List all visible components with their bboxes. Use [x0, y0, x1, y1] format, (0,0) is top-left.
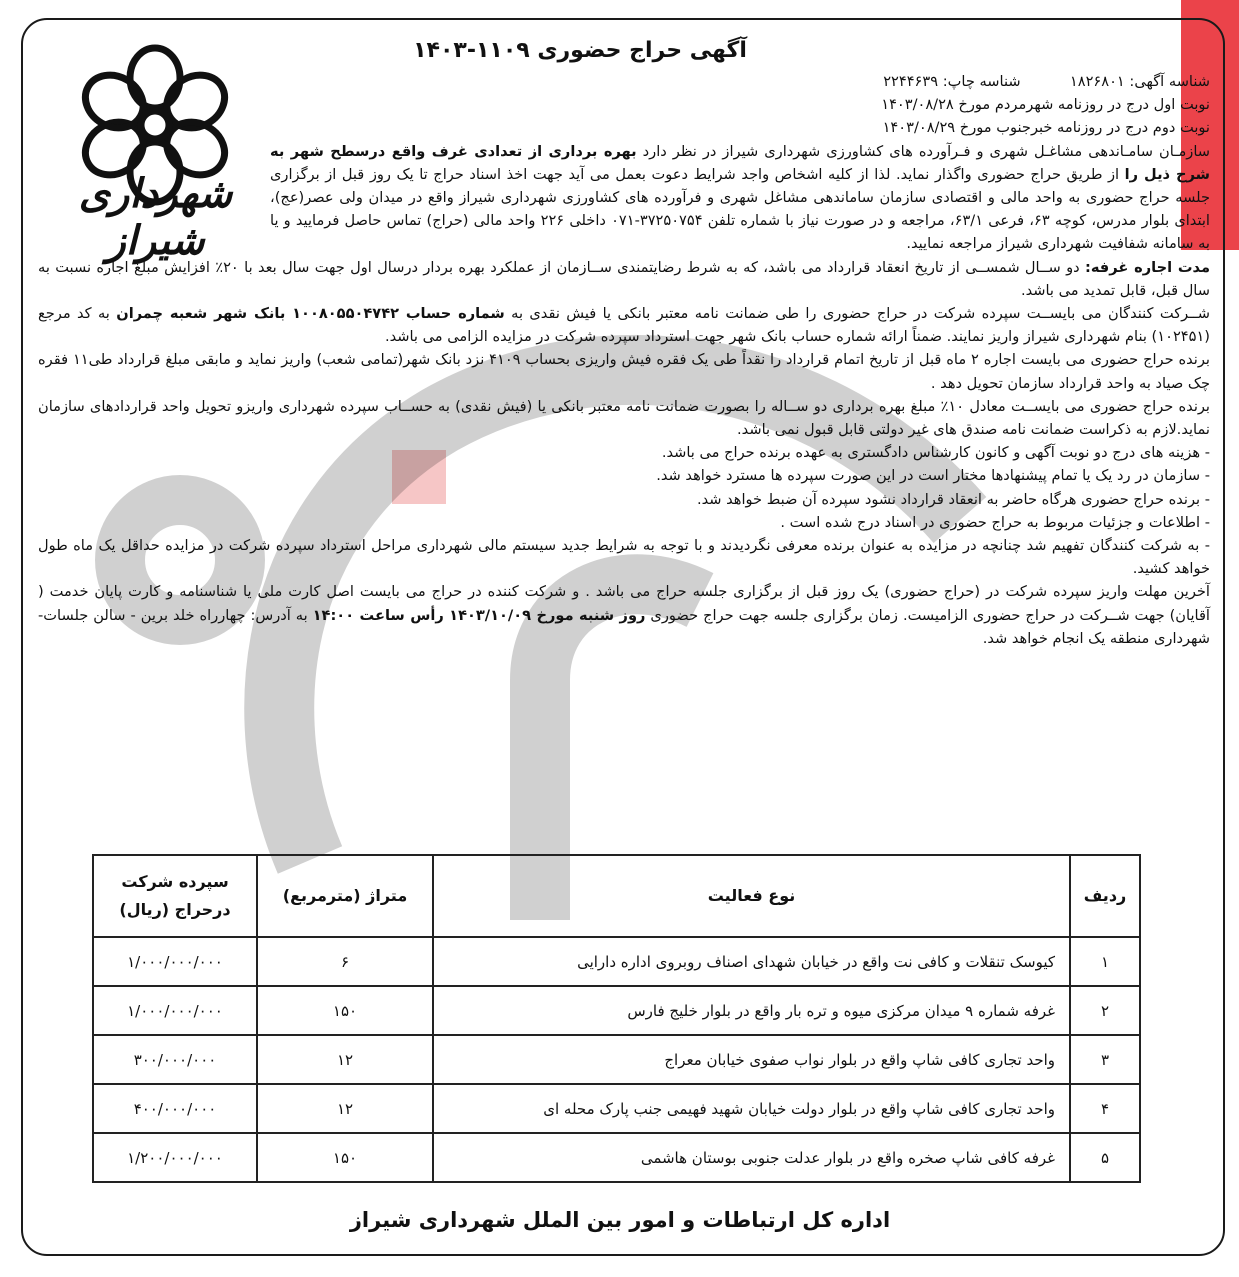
cell-area: ۱۲ — [257, 1035, 433, 1084]
table-row — [93, 1084, 1140, 1133]
winner-rent-paragraph: برنده حراج حضوری می بایست اجاره ۲ ماه قبل از تاریخ اتمام قرارداد را نقداً طی یک فقره فیش واریزی بحساب ۴۱۰۹ نزد بانک شهر(تمامی شعب) واریز نماید و مابقی مبلغ قرارداد طی۱۱ فقره چک صیاد به واحد قرارداد سازمان تحویل دهد . — [38, 351, 1210, 392]
page-title: آگهی حراج حضوری ۱۱۰۹-۱۴۰۳ — [413, 38, 747, 63]
cell-row: ۵ — [1070, 1133, 1140, 1182]
header-deposit-label: سپرده شرکت درحراج (ریال) — [119, 872, 231, 919]
cell-deposit: ۱/۰۰۰/۰۰۰/۰۰۰ — [93, 937, 257, 986]
intro-text-1: سازمـان سامـاندهی مشاغـل شهری و فـرآورده های کشاورزی شهرداری شیراز در نظر دارد — [636, 142, 1210, 160]
bullet-item: - سازمان در رد یک یا تمام پیشنهادها مختار است در این صورت سپرده ها مسترد خواهد شد. — [656, 467, 1210, 485]
first-insert: نوبت اول درج در روزنامه شهرمردم مورخ ۱۴۰۳/۰۸/۲۸ — [881, 96, 1210, 114]
print-id: شناسه چاپ: ۲۲۴۴۶۳۹ — [883, 73, 1021, 90]
bullet-item: - اطلاعات و جزئیات مربوط به حراج حضوری در اسناد درج شده است . — [780, 513, 1210, 531]
cell-row: ۲ — [1070, 986, 1140, 1035]
lease-paragraph — [38, 256, 1210, 302]
lease-label: مدت اجاره غرفه: — [1085, 258, 1211, 276]
header-row-number: ردیف — [1070, 855, 1140, 937]
table-header-row — [93, 855, 1140, 937]
cell-row: ۴ — [1070, 1084, 1140, 1133]
table-row — [93, 1035, 1140, 1084]
cell-area: ۱۵۰ — [257, 1133, 433, 1182]
cell-area: ۱۲ — [257, 1084, 433, 1133]
advertisement-body — [38, 70, 1210, 650]
winner-guarantee-paragraph: برنده حراج حضوری می بایســت معادل ۱۰٪ مبلغ بهره برداری دو ســاله را بصورت ضمانت نامه معتبر بانکی یا (فیش نقدی) به حســاب سپرده شهرداری واریزو تحویل واحد قراردادهای سازمان نماید.لازم به ذکراست ضمانت نامه صندق های غیر دولتی قابل قبول نمی باشد. — [38, 397, 1210, 439]
cell-row: ۱ — [1070, 937, 1140, 986]
header-deposit — [93, 855, 257, 937]
table-row — [93, 1133, 1140, 1182]
bullet-item: - برنده حراج حضوری هرگاه حاضر به انعقاد قرارداد نشود سپرده آن ضبط خواهد شد. — [696, 490, 1210, 508]
header-activity: نوع فعالیت — [433, 855, 1070, 937]
lease-text: دو ســال شمســی از تاریخ انعقاد قرارداد می باشد، که به شرط رضایتمندی ســازمان از عملکرد بهره بردار درسال اول جهت سال بعد با ۲۰٪ افزایش مبلغ اجاره نسبت به سال قبل، قابل تمدید می باشد. — [38, 258, 1210, 299]
ad-id: شناسه آگهی: ۱۸۲۶۸۰۱ — [1069, 73, 1210, 90]
table-row — [93, 986, 1140, 1035]
deposit-text-2: به کد مرجع (۱۰۲۴۵۱) بنام شهرداری شیراز واریز نمایند. ضمناً ارائه شماره حساب بانک شهر جهت استرداد سپرده شرکت در مزایده الزامی می باشد. — [38, 305, 1210, 346]
header-area: متراژ (مترمربع) — [257, 855, 433, 937]
footer-signature: اداره کل ارتباطات و امور بین الملل شهرداری شیراز — [349, 1208, 891, 1232]
table-row — [93, 937, 1140, 986]
deadline-text-1: آخرین مهلت واریز سپرده شرکت در (حراج حضوری) یک روز قبل از برگزاری جلسه حراج می باشد . و شرکت کننده در حراج می بایست اصل کارت ملی یا شناسنامه و کارت پایان خدمت ( آقایان) جهت شــرکت در حراج حضوری الزامیست. زمان برگزاری جلسه جهت حراج حضوری — [38, 583, 1210, 624]
deadline-text-2: به آدرس: چهارراه خلد برین - سالن جلسات- شهرداری منطقه یک انجام خواهد شد. — [38, 606, 1210, 647]
deposit-text-1: شــرکت کنندگان می بایســت سپرده شرکت در حراج حضوری را طی ضمانت نامه معتبر بانکی یا فیش نقدی به — [504, 305, 1210, 323]
cell-deposit: ۱/۲۰۰/۰۰۰/۰۰۰ — [93, 1133, 257, 1182]
auction-items-table — [92, 854, 1141, 1183]
bullet-item: - به شرکت کنندگان تفهیم شد چنانچه در مزایده به عنوان برنده معرفی نگردیدند و با توجه به شرایط جدید سیستم مالی شهرداری مراحل استرداد سپرده شرکت در مزایده حداقل یک ماه طول خواهد کشید. — [38, 537, 1210, 578]
second-insert: نوبت دوم درج در روزنامه خبرجنوب مورخ ۱۴۰۳/۰۸/۲۹ — [882, 119, 1210, 137]
bullet-item: - هزینه های درج دو نوبت آگهی و کانون کارشناس دادگستری به عهده برنده حراج می باشد. — [661, 444, 1210, 462]
intro-paragraph — [270, 140, 1210, 256]
cell-deposit: ۳۰۰/۰۰۰/۰۰۰ — [93, 1035, 257, 1084]
logo-wordmark: شهرداری شیراز — [78, 170, 233, 264]
cell-activity: غرفه شماره ۹ میدان مرکزی میوه و تره بار واقع در بلوار خلیج فارس — [433, 986, 1070, 1035]
cell-activity: غرفه کافی شاپ صخره واقع در بلوار عدلت جنوبی بوستان هاشمی — [433, 1133, 1070, 1182]
cell-deposit: ۴۰۰/۰۰۰/۰۰۰ — [93, 1084, 257, 1133]
deadline-paragraph — [38, 580, 1210, 650]
cell-row: ۳ — [1070, 1035, 1140, 1084]
deposit-paragraph — [38, 302, 1210, 348]
cell-activity: واحد تجاری کافی شاپ واقع در بلوار نواب صفوی خیابان معراج — [433, 1035, 1070, 1084]
cell-area: ۱۵۰ — [257, 986, 433, 1035]
cell-deposit: ۱/۰۰۰/۰۰۰/۰۰۰ — [93, 986, 257, 1035]
meta-block — [270, 70, 1210, 140]
cell-activity: واحد تجاری کافی شاپ واقع در بلوار دولت خیابان شهید فهیمی جنب پارک محله ای — [433, 1084, 1070, 1133]
cell-activity: کیوسک تنقلات و کافی نت واقع در خیابان شهدای اصناف روبروی اداره دارایی — [433, 937, 1070, 986]
intro-text-2: از طریق حراج حضوری واگذار نماید. لذا از کلیه اشخاص واجد شرایط دعوت بعمل می آید جهت اخذ اسناد حراج تا یک روز قبل از برگزاری جلسه حراج حضوری به واحد مالی و اقتصادی سازمان ساماندهی مشاغل شهری و فرآورده های کشاورزی شهرداری شیراز واقع در میدان ولی عصر(عج)، ابتدای بلوار مدرس، کوچه ۶۳، فرعی ۶۳/۱، مراجعه و در صورت نیاز با شماره تلفن ۳۷۲۵۰۷۵۴-۰۷۱ داخلی ۲۲۶ واحد مالی (حراج) تماس حاصل فرمایید و یا به سامانه شفافیت شهرداری شیراز مراجعه نمایید. — [270, 165, 1210, 253]
session-datetime: روز شنبه مورخ ۱۴۰۳/۱۰/۰۹ رأس ساعت ۱۴:۰۰ — [312, 606, 646, 624]
meta-ids — [270, 70, 1210, 93]
cell-area: ۶ — [257, 937, 433, 986]
deposit-account: شماره حساب ۱۰۰۸۰۵۵۰۴۷۴۲ بانک شهر شعبه چمران — [116, 305, 505, 323]
intro-bold: بهره برداری از تعدادی غرف واقع درسطح شهر به شرح ذیل را — [270, 142, 1210, 183]
